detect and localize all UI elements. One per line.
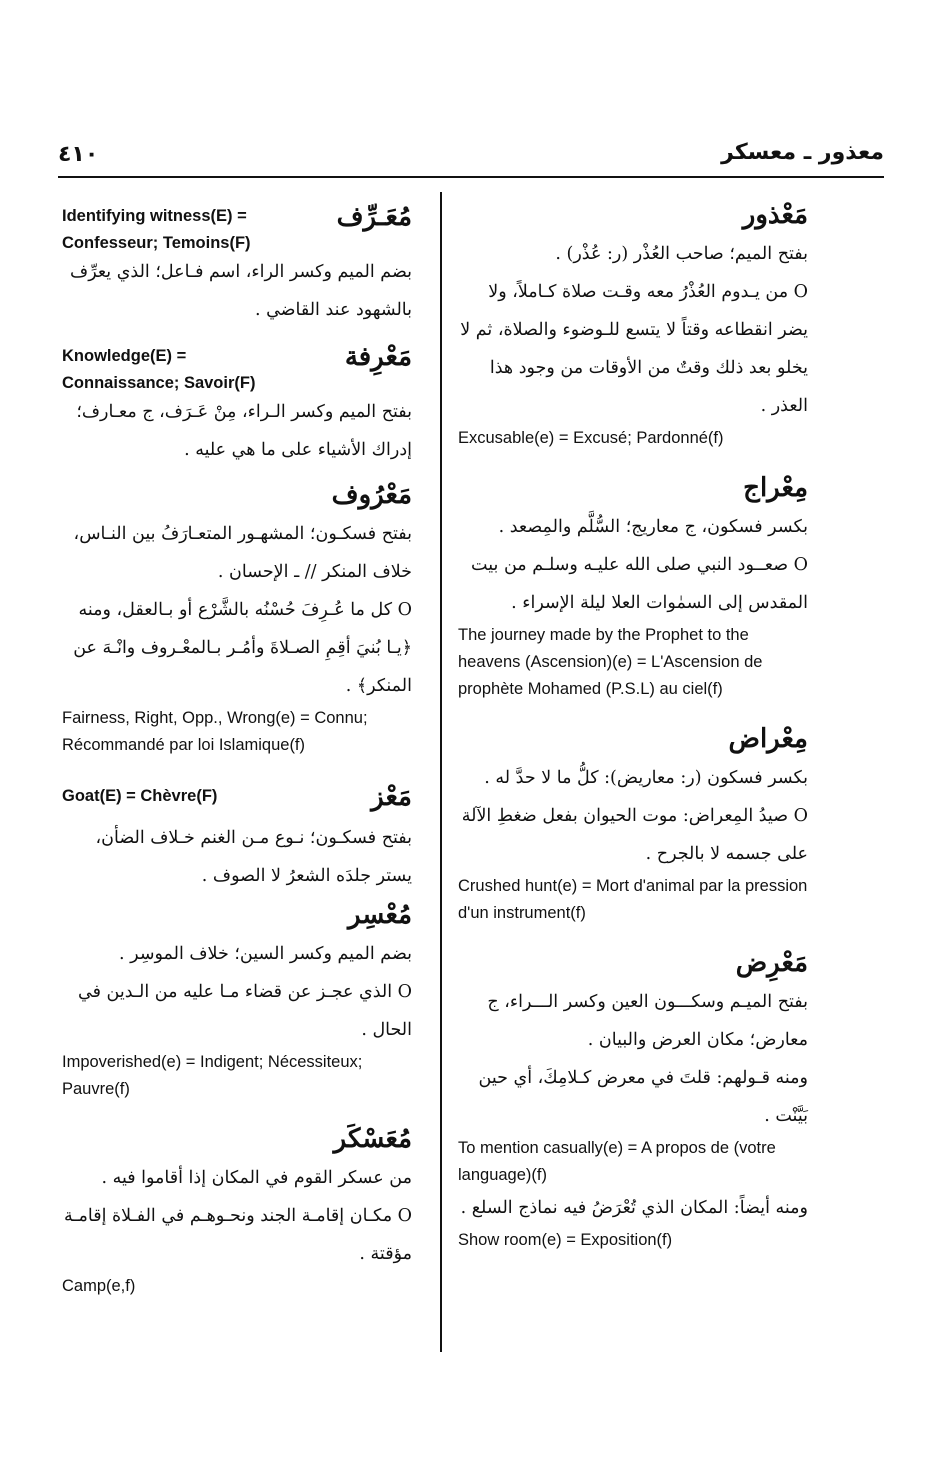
header-rule xyxy=(58,176,884,178)
entry-maruf xyxy=(62,475,412,759)
definition: بفتح فسكـون؛ نـوع مـن الغنم خـلاف الضأن، يستر جلدَه الشعرُ لا الصوف . xyxy=(95,828,412,886)
translation: Fairness, Right, Opp., Wrong(e) = Connu; Récommandé par loi Islamique(f) xyxy=(62,709,368,754)
running-head: معذور ـ معسكر xyxy=(721,140,884,165)
definition: بضم الميم وكسر الراء، اسم فـاعل؛ الذي يعرِّف بالشهود عند القاضي . xyxy=(70,262,412,320)
definition: من عسكر القوم في المكان إذا أقاموا فيه . xyxy=(101,1168,412,1188)
definition: O من يـدوم العُذْرُ معه وقـت صلاة كـاملاً، ولا يضر انقطاعه وقتاً لا يتسع للـوضوء والصلاة، ثم لا يخلو بعد ذلك وقتٌ من الأوقات من وجود هذا العذر . xyxy=(460,282,808,416)
translation-extra: Show room(e) = Exposition(f) xyxy=(458,1231,673,1249)
translation: Excusable(e) = Excusé; Pardonné(f) xyxy=(458,429,724,447)
page-header xyxy=(58,138,884,172)
entry-miradh xyxy=(458,719,808,927)
headword: مُعَـرِّف xyxy=(336,202,412,232)
entry-muaskar xyxy=(62,1119,412,1300)
headword: مُعْسِر xyxy=(347,900,412,930)
entry-maridh xyxy=(458,943,808,1254)
definition: بفتح الميم وكسر الـراء، مِنْ عَـرَف، ج معـارف؛ إدراك الأشياء على ما هي عليه . xyxy=(76,402,412,460)
translation: Knowledge(E) = Connaissance; Savoir(F) xyxy=(62,347,256,392)
definition: بكسر فسكون (ر: معاريض): كلُّ ما لا حدَّ له . xyxy=(484,768,808,788)
entry-maz xyxy=(62,775,412,895)
definition: O كل ما عُـرِفَ حُسْنُه بالشَّرْع أو بـالعقل، ومنه ﴿يـا بُنيَ أقِمِ الصـلاةَ وأمُـر بـالمعْـروف وانْـهَ عن المنكر﴾ . xyxy=(73,600,412,696)
definition: ومنه قـولهم: قلتَ في معرض كـلامِكَ، أي حين بَيَّنْت . xyxy=(478,1068,808,1126)
definition: بفتح الميم؛ صاحب العُذْر (ر: عُذْر) . xyxy=(555,244,808,264)
page-number: ٤١٠ xyxy=(58,142,99,167)
column-divider xyxy=(440,192,442,1352)
headword: مَعْرِفة xyxy=(344,342,412,372)
definition: بكسر فسكون، ج معاريج؛ السُّلَّم والمِصعد . xyxy=(498,517,808,537)
headword: مِعْراض xyxy=(728,724,808,754)
definition: بفتح الميـم وسكـــون العين وكسر الـــراء، ج معارض؛ مكان العرض والبيان . xyxy=(487,992,808,1050)
translation: The journey made by the Prophet to the heavens (Ascension)(e) = L'Ascension de prophète Mohamed (P.S.L) au ciel(f) xyxy=(458,626,763,698)
entry-miraj xyxy=(458,468,808,703)
translation: To mention casually(e) = A propos de (votre language)(f) xyxy=(458,1139,776,1184)
definition: بفتح فسكـون؛ المشهـور المتعـارَفُ بين النـاس، خلاف المنكر // ـ الإحسان . xyxy=(73,524,412,582)
right-column xyxy=(458,195,808,1254)
definition: O الذي عجـز عن قضاء مـا عليه من الـدين في الحال . xyxy=(78,982,412,1040)
left-column xyxy=(62,195,412,1300)
translation: Crushed hunt(e) = Mort d'animal par la pression d'un instrument(f) xyxy=(458,877,808,922)
definition: O مكـان إقامـة الجند ونحـوهـم في الفـلاة إقامـة مؤقتة . xyxy=(63,1206,412,1264)
headword: مُعَسْكَر xyxy=(333,1124,412,1154)
translation: Impoverished(e) = Indigent; Nécessiteux; Pauvre(f) xyxy=(62,1053,363,1098)
definition-extra: ومنه أيضاً: المكان الذي تُعْرَضُ فيه نماذج السلع . xyxy=(460,1198,808,1218)
translation: Camp(e,f) xyxy=(62,1277,136,1295)
entry-marifa xyxy=(62,335,412,469)
headword: مَعْز xyxy=(371,782,412,812)
headword: مِعْراج xyxy=(743,473,808,503)
translation: Identifying witness(E) = Confesseur; Temoins(F) xyxy=(62,207,251,252)
entry-maadhur xyxy=(458,195,808,452)
translation: Goat(E) = Chèvre(F) xyxy=(62,787,218,805)
headword: مَعْرُوف xyxy=(331,480,412,510)
definition: O صعــود النبي صلى الله عليـه وسلـم من بيت المقدس إلى السمٰوات العلا ليلة الإسراء . xyxy=(471,555,808,613)
entry-musir xyxy=(62,895,412,1103)
definition: O صيدُ المِعراض: موت الحيوان بفعل ضغطِ الآلة على جسمه لا بالجرح . xyxy=(461,806,808,864)
headword: مَعْرِض xyxy=(735,948,808,978)
entry-muarrif xyxy=(62,195,412,329)
headword: مَعْذور xyxy=(742,200,808,230)
definition: بضم الميم وكسر السين؛ خلاف الموسِر . xyxy=(119,944,412,964)
